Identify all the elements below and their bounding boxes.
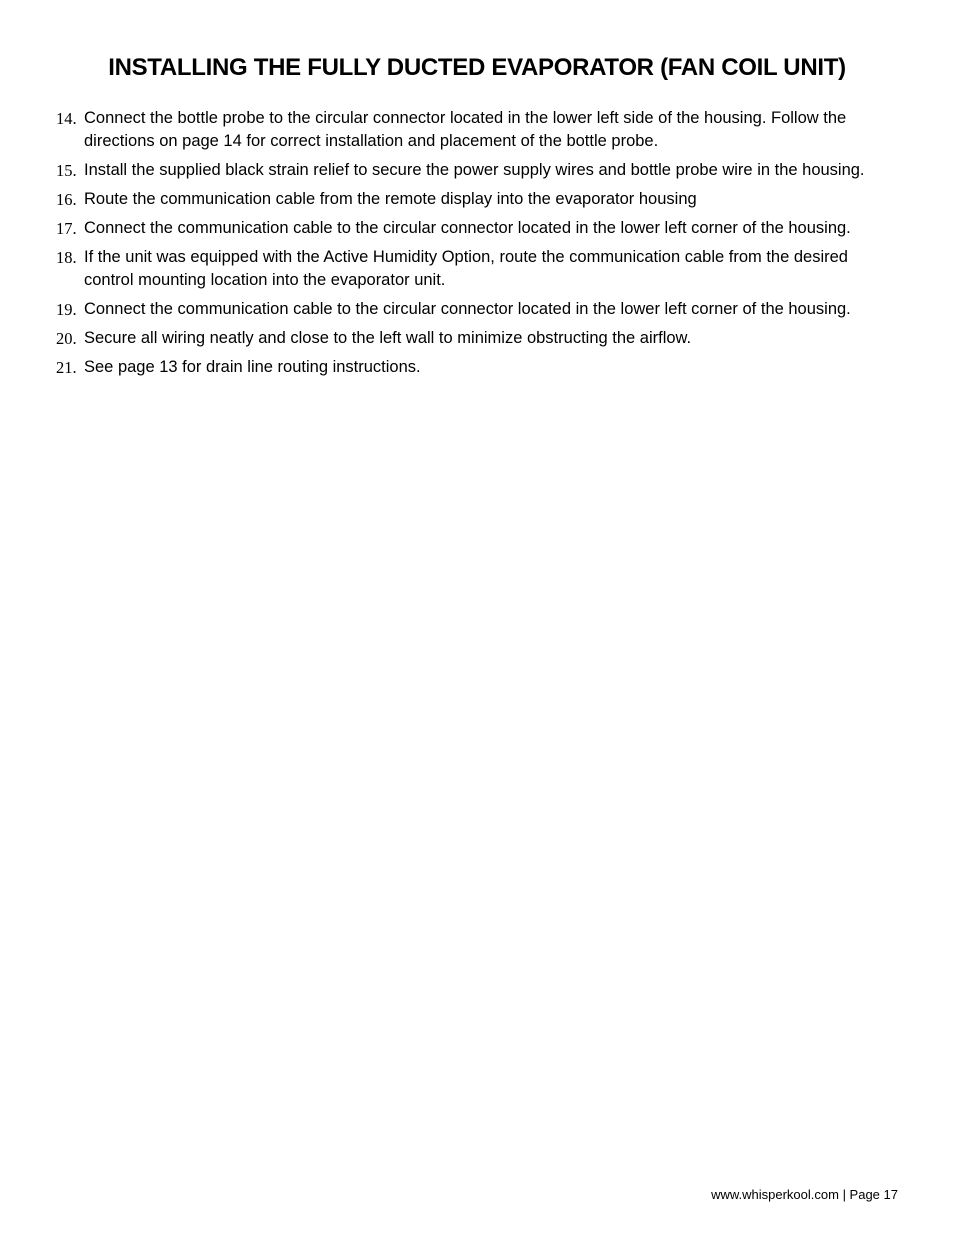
page-title: INSTALLING THE FULLY DUCTED EVAPORATOR (FAN COIL UNIT) [108, 54, 846, 81]
step-text: Connect the communication cable to the circular connector located in the lower left corner of the housing. [84, 219, 851, 237]
step-17 [56, 217, 886, 240]
instruction-steps [56, 107, 886, 385]
step-number: 15. [56, 161, 77, 180]
step-number: 17. [56, 219, 77, 238]
step-21 [56, 356, 886, 379]
step-text: Route the communication cable from the remote display into the evaporator housing [84, 190, 697, 208]
step-text: Install the supplied black strain relief to secure the power supply wires and bottle probe wire in the housing. [84, 161, 865, 179]
step-number: 20. [56, 329, 77, 348]
step-number: 18. [56, 248, 77, 267]
step-text: If the unit was equipped with the Active Humidity Option, route the communication cable from the desired control mounting location into the evaporator unit. [84, 248, 848, 289]
step-19 [56, 298, 886, 321]
step-number: 16. [56, 190, 77, 209]
step-15 [56, 159, 886, 182]
step-text: Secure all wiring neatly and close to the left wall to minimize obstructing the airflow. [84, 329, 692, 347]
step-text: See page 13 for drain line routing instructions. [84, 358, 421, 376]
step-number: 19. [56, 300, 77, 319]
page-footer: www.whisperkool.com | Page 17 [711, 1187, 898, 1202]
step-number: 14. [56, 109, 77, 128]
step-18 [56, 246, 886, 292]
step-16 [56, 188, 886, 211]
step-20 [56, 327, 886, 350]
step-14 [56, 107, 886, 153]
step-number: 21. [56, 358, 77, 377]
step-text: Connect the bottle probe to the circular connector located in the lower left side of the housing. Follow the directions on page 14 for correct installation and placement of the bottle probe. [84, 109, 847, 150]
step-text: Connect the communication cable to the circular connector located in the lower left corner of the housing. [84, 300, 851, 318]
